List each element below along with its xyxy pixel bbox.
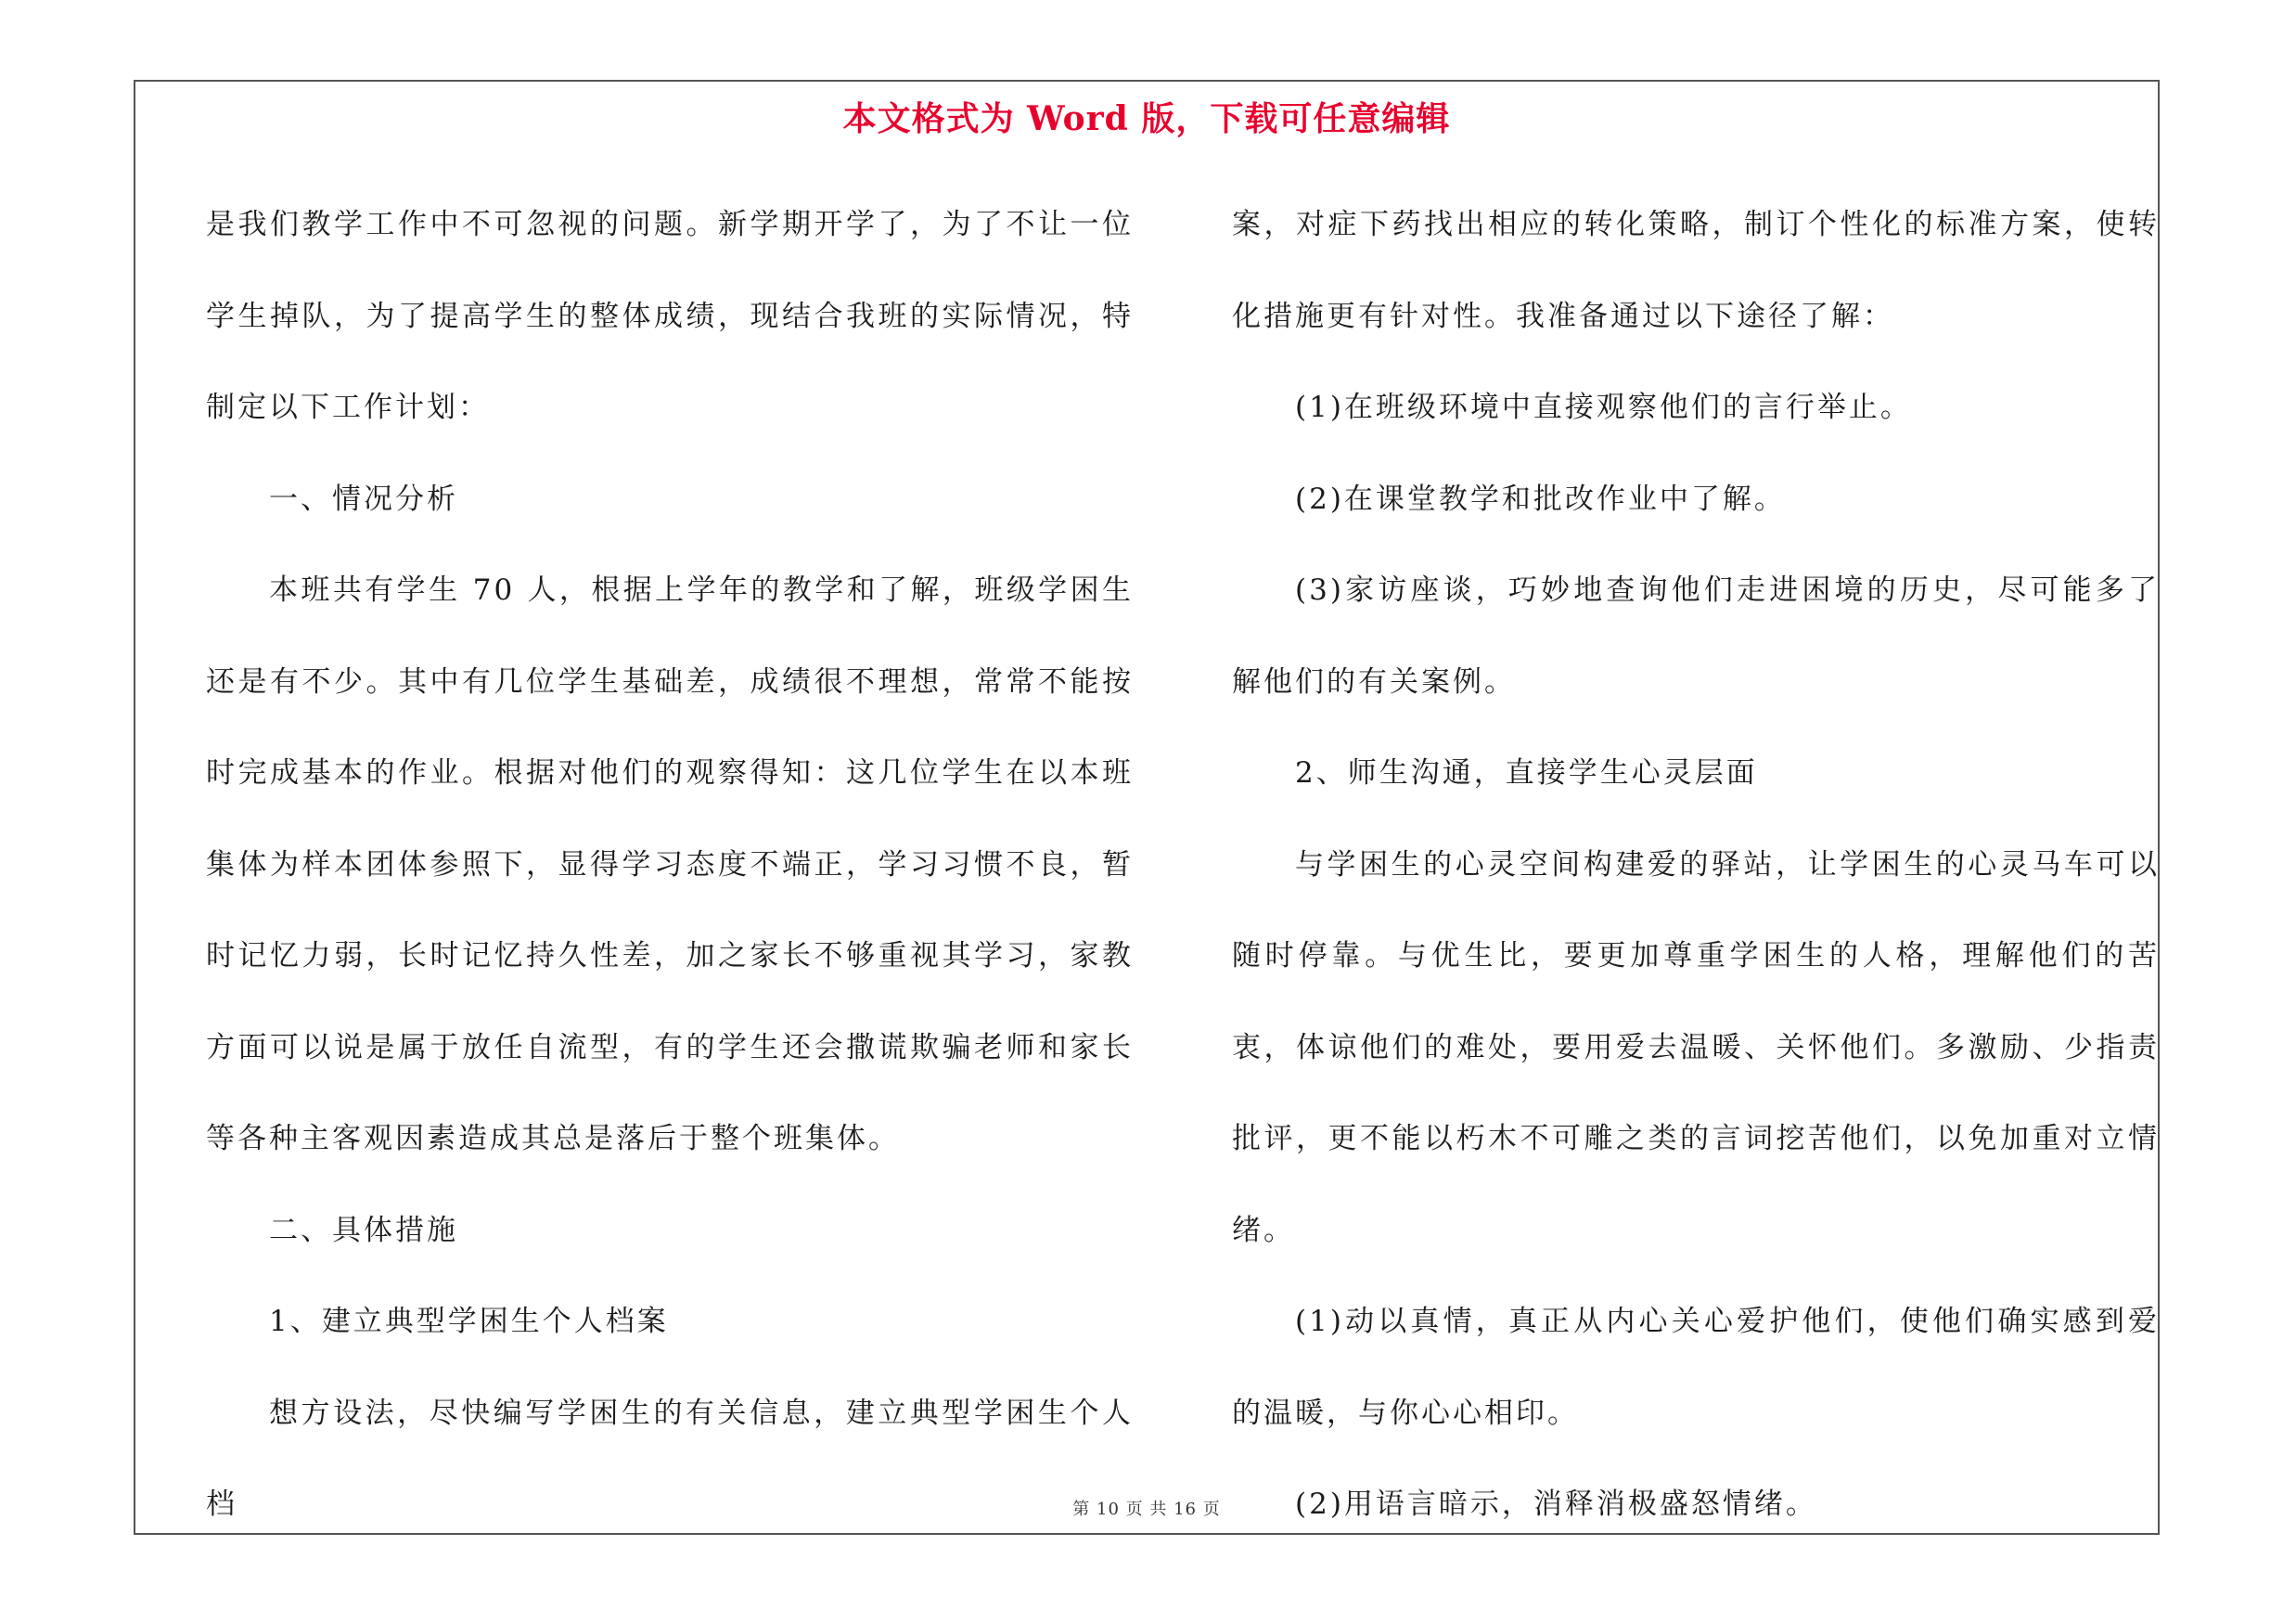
section-heading: 二、具体措施 — [269, 1213, 458, 1247]
list-item: (2)在课堂教学和批改作业中了解。 — [1295, 482, 1786, 516]
list-item: (2)用语言暗示，消释消极盛怒情绪。 — [1295, 1488, 1817, 1521]
list-item: (1)在班级环境中直接观察他们的言行举止。 — [1295, 391, 1912, 424]
subsection-heading: 1、建立典型学困生个人档案 — [269, 1305, 669, 1338]
document-page — [134, 80, 2160, 1535]
list-item: (1)动以真情，真正从内心关心爱护他们，使他们确实感到爱的温暖，与你心心相印。 — [1232, 1305, 2160, 1430]
section-heading: 一、情况分析 — [269, 482, 458, 516]
format-banner: 本文格式为 Word 版，下载可任意编辑 — [842, 99, 1451, 138]
paragraph: 案，对症下药找出相应的转化策略，制订个性化的标准方案，使转化措施更有针对性。我准备通过以下途径了解： — [1232, 208, 2160, 333]
paragraph: 本班共有学生 70 人，根据上学年的教学和了解，班级学困生还是有不少。其中有几位学生基础差，成绩很不理想，常常不能按时完成基本的作业。根据对他们的观察得知：这几位学生在以本班集体为样本团体参照下，显得学习态度不端正，学习习惯不良，暂时记忆力弱，长时记忆持久性差，加之家长不够重视其学习，家教方面可以说是属于放任自流型，有的学生还会撒谎欺骗老师和家长等各种主客观因素造成其总是落后于整个班集体。 — [206, 573, 1134, 1155]
paragraph: 想方设法，尽快编写学困生的有关信息，建立典型学困生个人档 — [206, 1396, 1134, 1521]
subsection-heading: 2、师生沟通，直接学生心灵层面 — [1295, 756, 1758, 790]
paragraph: 是我们教学工作中不可忽视的问题。新学期开学了，为了不让一位学生掉队，为了提高学生的整体成绩，现结合我班的实际情况，特制定以下工作计划： — [206, 208, 1134, 424]
list-item: (3)家访座谈，巧妙地查询他们走进困境的历史，尽可能多了解他们的有关案例。 — [1232, 573, 2160, 699]
page-number: 第 10 页 共 16 页 — [1072, 1500, 1221, 1519]
right-column — [1232, 179, 2160, 1551]
paragraph: 与学困生的心灵空间构建爱的驿站，让学困生的心灵马车可以随时停靠。与优生比，要更加尊重学困生的人格，理解他们的苦衷，体谅他们的难处，要用爱去温暖、关怀他们。多激励、少指责批评，更不能以朽木不可雕之类的言词挖苦他们，以免加重对立情绪。 — [1232, 847, 2160, 1247]
left-column — [206, 179, 1134, 1551]
